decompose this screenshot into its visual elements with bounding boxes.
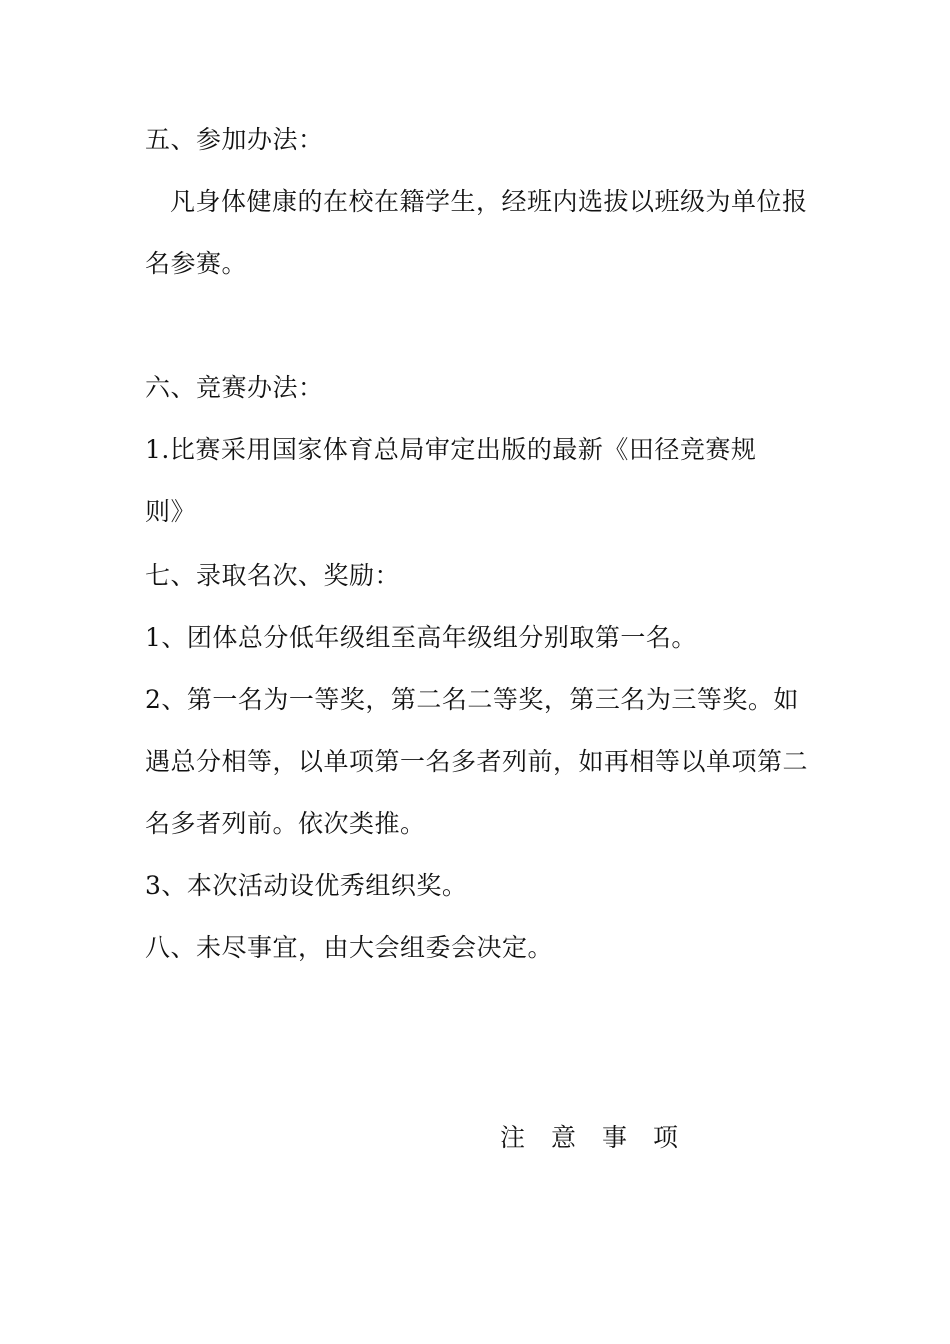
section5-body-line1: 凡身体健康的在校在籍学生，经班内选拔以班级为单位报 [170,187,808,216]
section6-heading: 六、竞赛办法： [145,373,324,402]
notes-title [500,1122,678,1154]
notes-title-char: 意 [551,1123,577,1152]
section6-item1-line2: 则》 [145,497,197,526]
notes-title-char: 项 [653,1123,679,1152]
section5-body-line2: 名参赛。 [145,249,248,278]
section6-item1-line1: 1.比赛采用国家体育总局审定出版的最新《田径竞赛规 [145,435,757,464]
section5-heading: 五、参加办法： [145,125,324,154]
notes-title-char: 注 [500,1123,526,1152]
section7-heading: 七、录取名次、奖励： [145,561,401,590]
section8-heading: 八、未尽事宜，由大会组委会决定。 [145,933,554,962]
section7-item2-line2: 遇总分相等，以单项第一名多者列前，如再相等以单项第二 [145,747,809,776]
section7-item2-line1: 2、第一名为一等奖，第二名二等奖，第三名为三等奖。如 [145,685,799,714]
section7-item3: 3、本次活动设优秀组织奖。 [145,871,468,900]
section7-item1: 1、团体总分低年级组至高年级组分别取第一名。 [145,623,697,652]
notes-title-char: 事 [602,1123,628,1152]
section7-item2-line3: 名多者列前。依次类推。 [145,809,426,838]
